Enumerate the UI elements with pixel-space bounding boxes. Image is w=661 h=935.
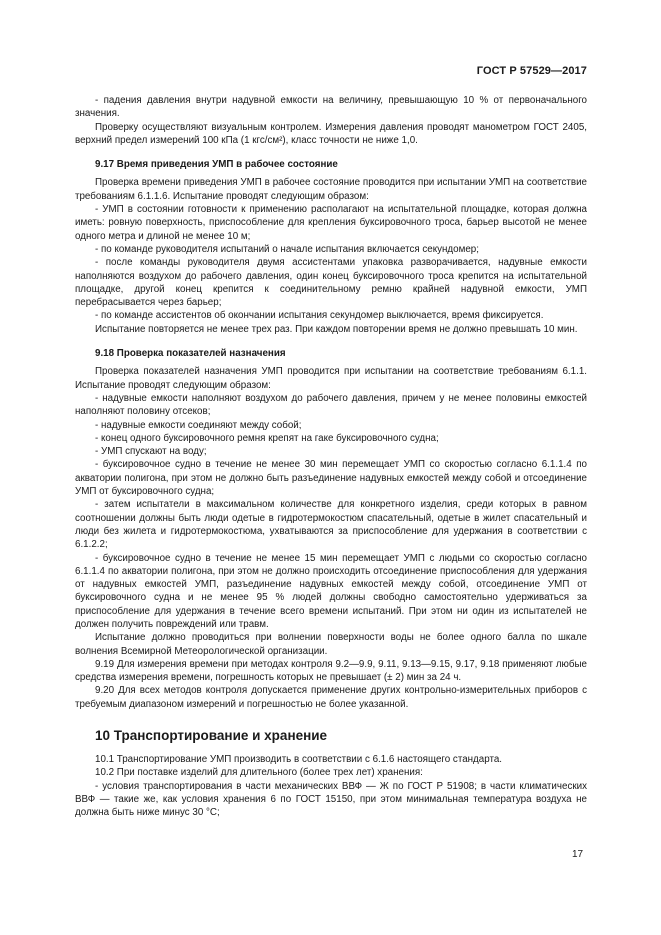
list-item: - по команде ассистентов об окончании испытания секундомер выключается, время фиксируется. [95, 310, 544, 322]
paragraph: Испытание повторяется не менее трех раз. При каждом повторении время не должно превышать 10 мин. [95, 323, 578, 335]
list-item: - буксировочное судно в течение не менее 15 мин перемещает УМП с людьми со скоростью согласно 6.1.1.4 по акватории полигона, при этом не должно происходить отсоединение приспособления для удержания от надувных емкостей УМП, разъединение надувных емкостей между собой, отсоединение УМП от буксировочного судна и не менее 95 % людей должны свободно самостоятельно удерживаться за приспособление для удержания в течение всего времени испытаний. При этом ни один из испытателей не должен получить повреждений или травм. [75, 552, 587, 630]
list-item: - после команды руководителя двумя ассистентами упаковка разворачивается, надувные емкости наполняются воздухом до рабочего давления, один конец буксировочного троса крепится на испытательной площадке, другой конец крепится к соединительному ремню крайней надувной емкости, УМП перебрасывается через барьер; [75, 257, 587, 309]
paragraph: Проверка показателей назначения УМП проводится при испытании на соответствие требованиям 6.1.1. Испытание проводят следующим образом: [75, 366, 587, 391]
list-item: - буксировочное судно в течение не менее 30 мин перемещает УМП со скоростью согласно 6.1.1.4 по акватории полигона, при этом не должно быть разъединение надувных емкостей между собой и отсоединение УМП от буксировочного судна; [75, 459, 587, 498]
list-item: - надувные емкости соединяют между собой; [95, 419, 302, 431]
list-item: - условия транспортирования в части механических ВВФ — Ж по ГОСТ Р 51908; в части климатических ВВФ — такие же, как условия хранения 6 по ГОСТ 15150, при этом минимальная температура воздуха не должна быть ниже минус 30 °С; [75, 780, 587, 819]
clause-10-2: 10.2 При поставке изделий для длительного (более трех лет) хранения: [95, 767, 423, 779]
paragraph: Проверка времени приведения УМП в рабочее состояние проводится при испытании УМП на соответствие требованиям 6.1.1.6. Испытание проводят следующим образом: [75, 177, 587, 202]
standard-designation: ГОСТ Р 57529—2017 [476, 65, 587, 77]
paragraph: Испытание должно проводиться при волнении поверхности воды не более одного балла по шкале волнения Всемирной Метеорологической организации. [75, 632, 587, 657]
subsection-heading-9-17: 9.17 Время приведения УМП в рабочее состояние [95, 159, 338, 171]
clause-10-1: 10.1 Транспортирование УМП производить в соответствии с 6.1.6 настоящего стандарта. [95, 754, 502, 766]
list-item: - по команде руководителя испытаний о начале испытания включается секундомер; [95, 243, 479, 255]
page-content [75, 94, 587, 820]
subsection-heading-9-18: 9.18 Проверка показателей назначения [95, 348, 286, 360]
list-item: - УМП в состоянии готовности к применению располагают на испытательной площадке, которая должна иметь: ровную поверхность, приспособление для крепления буксировочного троса, барьер высотой не менее одного метра и длиной не менее 10 м; [75, 204, 587, 242]
page-number: 17 [572, 849, 584, 860]
clause-9-20: 9.20 Для всех методов контроля допускается применение других контрольно-измерительных приборов с требуемым диапазоном измерений и погрешностью не более указанной. [75, 685, 587, 710]
list-item: - затем испытатели в максимальном количестве для конкретного изделия, среди которых в равном соотношении должны быть люди одетые в гидротермокостюм спасательный, одетые в жилет спасательный и люди без жилета и гидротермокостюма, ухватываются за приспособление для удержания в соответствии с 6.1.2.2; [75, 499, 587, 551]
paragraph: Проверку осуществляют визуальным контролем. Измерения давления проводят манометром ГОСТ 2405, верхний предел измерений 100 кПа (1 кгс/см²), класс точности не ниже 1,0. [75, 121, 587, 146]
list-item: - УМП спускают на воду; [95, 446, 207, 458]
list-item: - надувные емкости наполняют воздухом до рабочего давления, причем у не менее половины емкостей наполняют половину отсеков; [75, 392, 587, 418]
paragraph: - падения давления внутри надувной емкости на величину, превышающую 10 % от первоначального значения. [75, 95, 587, 120]
section-heading-10: 10 Транспортирование и хранение [95, 728, 328, 744]
clause-9-19: 9.19 Для измерения времени при методах контроля 9.2—9.9, 9.11, 9.13—9.15, 9.17, 9.18 применяют любые средства измерения времени, погрешность которых не превышает (± 2) мин за 24 ч. [75, 658, 587, 684]
list-item: - конец одного буксировочного ремня крепят на гаке буксировочного судна; [95, 432, 439, 444]
